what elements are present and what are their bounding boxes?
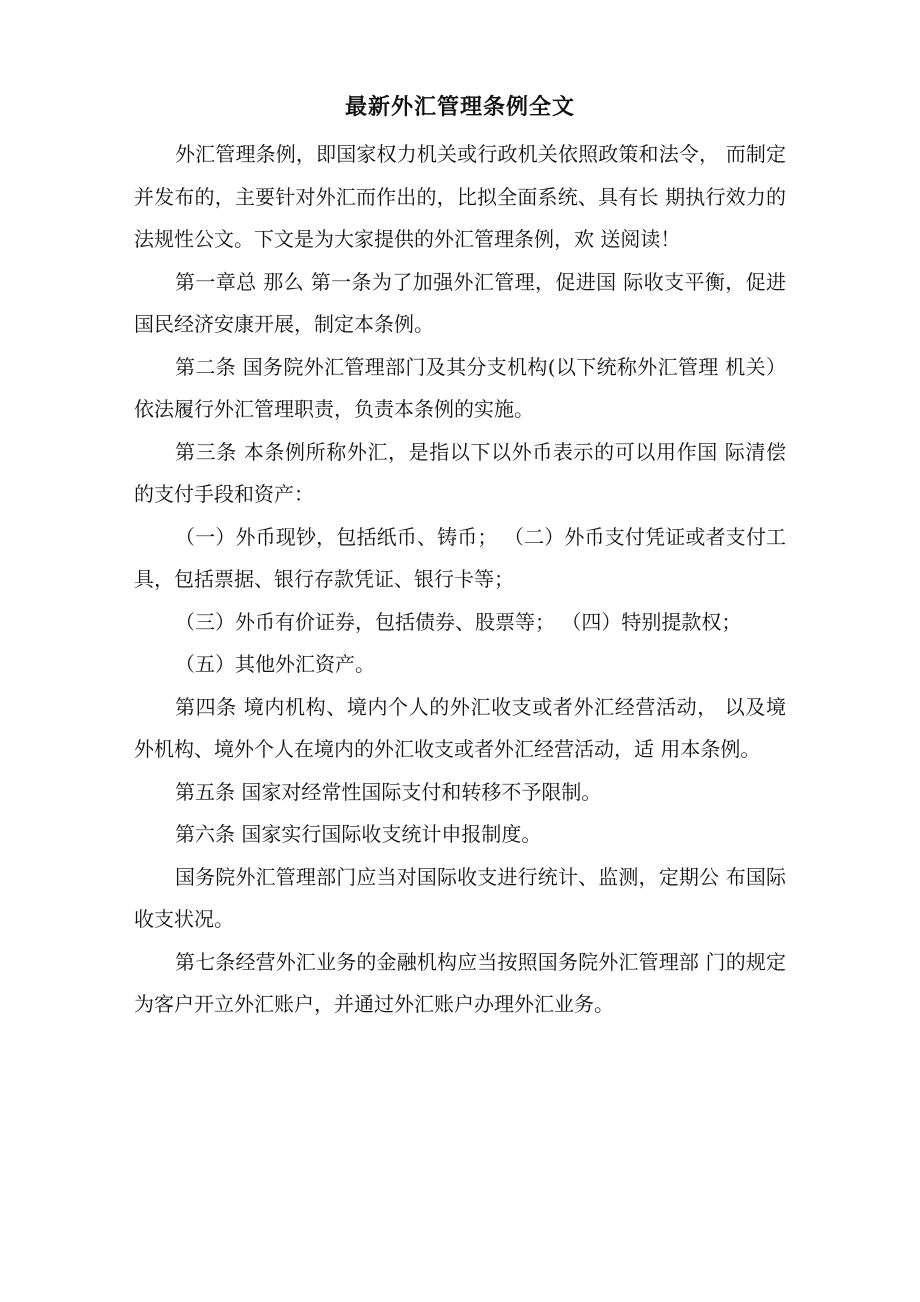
- paragraph-article-4: 第四条 境内机构、境内个人的外汇收支或者外汇经营活动， 以及境外机构、境外个人在境内的外汇收支或者外汇经营活动，适 用本条例。: [134, 694, 786, 761]
- paragraph-article-6: 第六条 国家实行国际收支统计申报制度。: [175, 822, 542, 846]
- paragraph-article-7: 第七条经营外汇业务的金融机构应当按照国务院外汇管理部 门的规定为客户开立外汇账户，并通过外汇账户办理外汇业务。: [134, 949, 786, 1016]
- paragraph-article-2: 第二条 国务院外汇管理部门及其分支机构(以下统称外汇管理 机关）依法履行外汇管理职责，负责本条例的实施。: [134, 354, 786, 421]
- paragraph-article-5: 第五条 国家对经常性国际支付和转移不予限制。: [175, 779, 602, 804]
- paragraph-article-1: 第一章总 那么 第一条为了加强外汇管理，促进国 际收支平衡，促进国民经济安康开展，制定本条例。: [134, 269, 786, 336]
- paragraph-item-1-2: （一）外币现钞，包括纸币、铸币； （二）外币支付凭证或者支付工具，包括票据、银行存款凭证、银行卡等；: [134, 524, 786, 591]
- paragraph-article-6-detail: 国务院外汇管理部门应当对国际收支进行统计、监测，定期公 布国际收支状况。: [134, 864, 786, 931]
- paragraph-item-5: （五）其他外汇资产。: [175, 652, 375, 676]
- document-title: 最新外汇管理条例全文: [344, 95, 575, 120]
- paragraph-item-3-4: （三）外币有价证券，包括债券、股票等； （四）特别提款权；: [175, 609, 742, 634]
- document-body: [134, 133, 786, 1026]
- paragraph-intro: 外汇管理条例，即国家权力机关或行政机关依照政策和法令， 而制定并发布的，主要针对外汇而作出的，比拟全面系统、具有长 期执行效力的法规性公文。下文是为大家提供的外汇管理条例，欢 送阅读！: [134, 142, 786, 251]
- paragraph-article-3: 第三条 本条例所称外汇，是指以下以外币表示的可以用作国 际清偿的支付手段和资产：: [134, 439, 786, 506]
